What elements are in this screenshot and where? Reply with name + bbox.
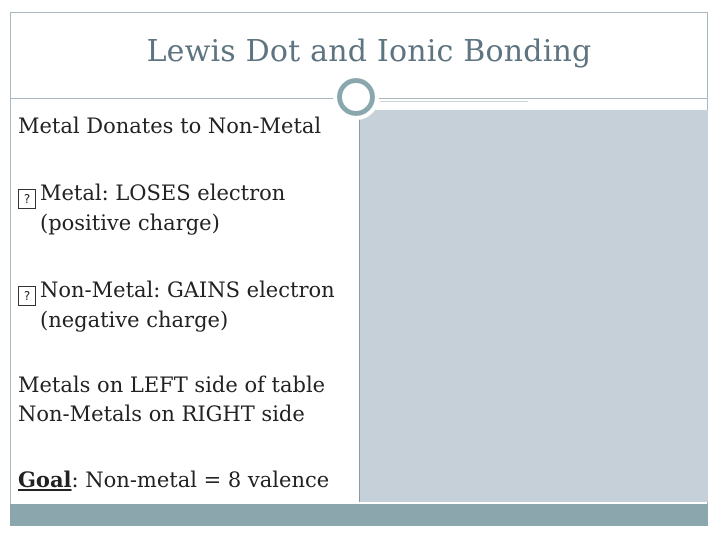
bullet-continuation: (positive charge) — [40, 211, 220, 235]
title-divider-accent — [380, 101, 528, 102]
spacer — [18, 238, 356, 276]
bottom-band — [10, 504, 708, 526]
missing-glyph-icon: ? — [18, 286, 36, 306]
bullet-item — [18, 276, 356, 306]
slide-title: Lewis Dot and Ionic Bonding — [146, 34, 592, 69]
missing-glyph-icon: ? — [18, 189, 36, 209]
spacer — [18, 141, 356, 179]
bullet-text: Metal: LOSES electron — [40, 181, 286, 205]
spacer — [18, 335, 356, 371]
spacer — [18, 429, 356, 465]
bullet-item — [18, 179, 356, 209]
left-content — [18, 112, 356, 495]
bullet-continuation: (negative charge) — [40, 308, 229, 332]
goal-text: : Non-metal = 8 valence — [71, 468, 330, 492]
decorative-circle-icon — [337, 78, 375, 116]
column-divider — [359, 110, 360, 502]
intro-text: Metal Donates to Non-Metal — [18, 114, 322, 138]
note-line: Non-Metals on RIGHT side — [18, 402, 305, 426]
goal-line — [18, 465, 356, 495]
note-line: Metals on LEFT side of table — [18, 373, 326, 397]
right-content-panel — [360, 110, 708, 502]
goal-label: Goal — [18, 467, 72, 492]
bullet-text: Non-Metal: GAINS electron — [40, 278, 335, 302]
